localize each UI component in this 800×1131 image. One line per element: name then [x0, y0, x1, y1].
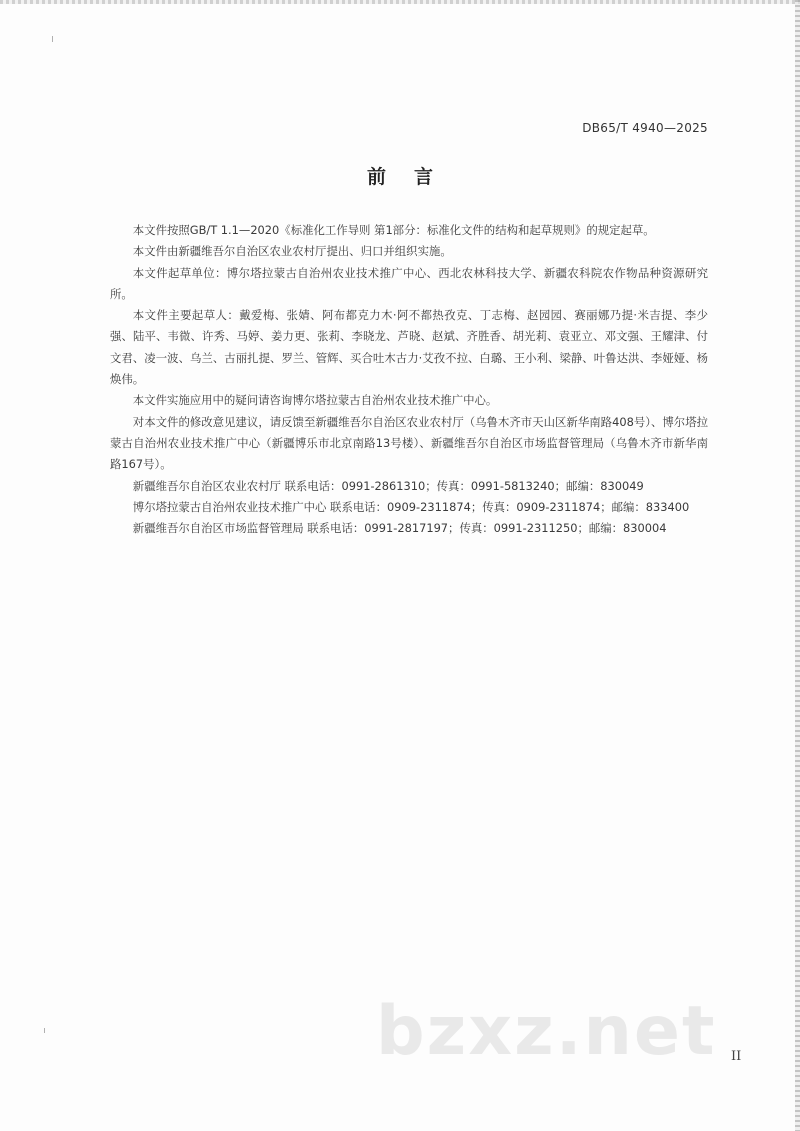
foreword-body: [110, 220, 708, 539]
watermark-text: bzxz.net: [376, 992, 717, 1071]
scan-edge-top: [0, 0, 800, 4]
paragraph-consultation: 本文件实施应用中的疑问请咨询博尔塔拉蒙古自治州农业技术推广中心。: [132, 393, 498, 408]
scan-mark: [52, 36, 53, 42]
page-number: II: [731, 1049, 742, 1064]
contact-line-agriculture-dept: 新疆维吾尔自治区农业农村厅 联系电话：0991-2861310；传真：0991-5813240；邮编：830049: [132, 478, 644, 493]
document-code: DB65/T 4940—2025: [582, 121, 708, 135]
paragraph-drafting-rules: 本文件按照GB/T 1.1—2020《标准化工作导则 第1部分：标准化文件的结构和起草规则》的规定起草。: [132, 223, 655, 237]
scan-mark: [44, 1028, 45, 1033]
paragraph-drafting-units: 本文件起草单位：博尔塔拉蒙古自治州农业技术推广中心、西北农林科技大学、新疆农科院农作物品种资源研究所。: [110, 265, 708, 301]
contact-line-tech-center: 博尔塔拉蒙古自治州农业技术推广中心 联系电话：0909-2311874；传真：0909-2311874；邮编：833400: [132, 499, 690, 514]
paragraph-drafters: 本文件主要起草人：戴爱梅、张婧、阿布都克力木·阿不都热孜克、丁志梅、赵园园、赛丽娜乃提·米吉提、李少强、陆平、韦微、许秀、马婷、姜力更、张莉、李晓龙、芦晓、赵斌、齐胜香、胡光莉、袁亚立、邓文强、王耀津、付文君、凌一波、乌兰、古丽扎提、罗兰、管辉、买合吐木古力·艾孜不拉、白璐、王小利、梁静、叶鲁达洪、李娅娅、杨焕伟。: [110, 308, 708, 387]
paragraph-feedback: 对本文件的修改意见建议，请反馈至新疆维吾尔自治区农业农村厅（乌鲁木齐市天山区新华南路408号）、博尔塔拉蒙古自治州农业技术推广中心（新疆博乐市北京南路13号楼）、新疆维吾尔自治区市场监督管理局（乌鲁木齐市新华南路167号）。: [110, 414, 708, 472]
contact-line-market-bureau: 新疆维吾尔自治区市场监督管理局 联系电话：0991-2817197；传真：0991-2311250；邮编：830004: [132, 521, 667, 536]
paragraph-proposer: 本文件由新疆维吾尔自治区农业农村厅提出、归口并组织实施。: [132, 244, 452, 259]
section-title: 前言: [366, 166, 461, 188]
